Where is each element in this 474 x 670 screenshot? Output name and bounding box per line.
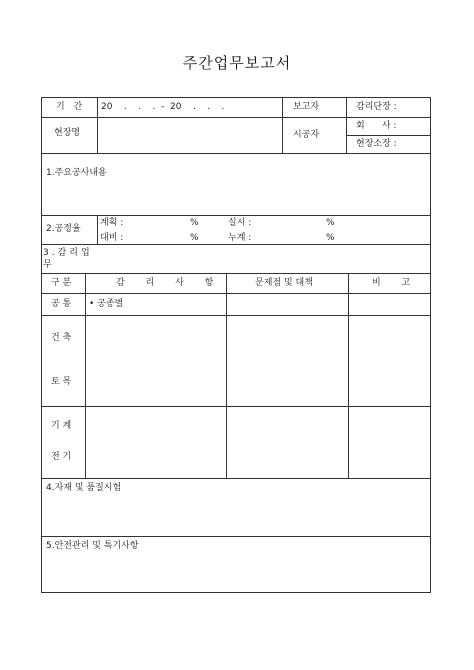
- contractor-label: 시공자: [293, 130, 320, 140]
- reporter-label: 보고자: [293, 102, 320, 112]
- ratio-label: 대비 :: [100, 233, 124, 243]
- row-mechanical: 기 계: [51, 421, 72, 431]
- row-common: 공 통: [51, 299, 72, 309]
- supervisor-chief-label[interactable]: 감리단장 :: [356, 102, 397, 112]
- plan-unit: %: [190, 218, 199, 228]
- site-manager-label[interactable]: 현장소장 :: [356, 139, 397, 149]
- column-issues: 문제점 및 대책: [255, 278, 313, 288]
- column-category: 구 분: [51, 278, 72, 288]
- section1-label: 1.주요공사내용: [46, 168, 107, 178]
- section2-label: 2.공정율: [46, 224, 81, 234]
- section3-label: 3.감리업무: [43, 248, 93, 270]
- actual-label: 실시 :: [228, 218, 252, 228]
- section5-label: 5.안전관리 및 특기사항: [46, 541, 139, 551]
- plan-label: 계획 :: [100, 218, 124, 228]
- section4-label: 4.자재 및 품질시험: [46, 483, 122, 493]
- cumulative-unit: %: [326, 233, 335, 243]
- company-label[interactable]: 회 사 :: [356, 121, 397, 131]
- column-remarks: 비 고: [372, 278, 420, 288]
- row-electrical: 전 기: [51, 452, 72, 462]
- actual-unit: %: [326, 218, 335, 228]
- row-common-item: • 공종별: [89, 299, 124, 309]
- period-label: 기 간: [56, 102, 86, 112]
- row-architecture: 건 축: [51, 333, 72, 343]
- column-items: 감 리 사 항: [116, 278, 223, 288]
- row-civil: 토 목: [51, 377, 72, 387]
- cumulative-label: 누계 :: [228, 233, 252, 243]
- site-name-label: 현장명: [54, 128, 81, 138]
- page-title: 주간업무보고서: [182, 54, 292, 72]
- ratio-unit: %: [190, 233, 199, 243]
- period-value[interactable]: 20 . . . - 20 . . .: [101, 102, 225, 112]
